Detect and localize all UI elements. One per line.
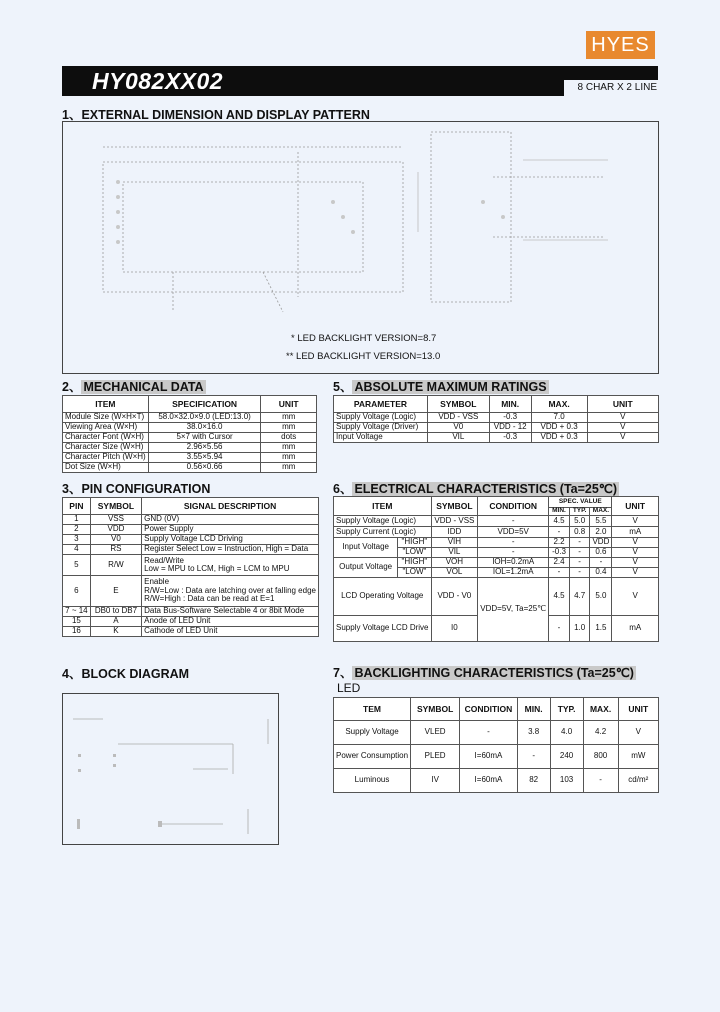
elec-symbol-cell: VOL <box>431 568 478 578</box>
elec-unit-cell: mA <box>612 527 659 538</box>
mech-unit-cell: dots <box>261 433 317 443</box>
table-row <box>334 423 659 433</box>
absmax-parameter-cell: Supply Voltage (Logic) <box>334 413 428 423</box>
elec-typ-cell: - <box>569 538 590 548</box>
pin-number-cell: 1 <box>63 515 91 525</box>
mech-item-cell: Viewing Area (W×H) <box>63 423 149 433</box>
mech-item-cell: Character Pitch (W×H) <box>63 453 149 463</box>
backlight-type-label: LED <box>337 681 361 695</box>
mech-item-cell: Character Size (W×H) <box>63 443 149 453</box>
bl-item-cell: Luminous <box>334 769 411 793</box>
elec-unit-cell: V <box>612 548 659 558</box>
elec-min-cell: - <box>549 568 570 578</box>
elec-max-cell: 0.6 <box>590 548 612 558</box>
section-6-title: ELECTRICAL CHARACTERISTICS (Ta=25℃) <box>354 482 618 496</box>
mechanical-data-table <box>62 395 317 473</box>
elec-min-cell: 4.5 <box>549 516 570 527</box>
pin-symbol-cell: R/W <box>90 555 141 576</box>
elec-symbol-cell: IDD <box>431 527 478 538</box>
elec-max-cell: 2.0 <box>590 527 612 538</box>
led-note-1: * LED BACKLIGHT VERSION=8.7 <box>291 333 437 344</box>
elec-header-typ: TYP. <box>569 508 590 516</box>
bl-typ-cell: 240 <box>550 745 583 769</box>
table-row <box>334 721 659 745</box>
elec-item-cell: Supply Voltage (Logic) <box>334 516 432 527</box>
elec-subitem-cell: "LOW" <box>398 568 431 578</box>
bl-unit-cell: mW <box>618 745 658 769</box>
section-7-number: 7、 <box>333 666 353 680</box>
elec-header-spec-value: SPEC. VALUE <box>549 497 612 508</box>
elec-subitem-cell: "LOW" <box>398 548 431 558</box>
elec-condition-cell: IOH=0.2mA <box>478 558 549 568</box>
elec-max-cell: - <box>590 558 612 568</box>
table-row <box>63 413 317 423</box>
block-diagram-box <box>62 693 279 845</box>
mech-unit-cell: mm <box>261 413 317 423</box>
elec-item-cell: Supply Current (Logic) <box>334 527 432 538</box>
absmax-min-cell: -0.3 <box>489 413 531 423</box>
pin-symbol-cell: RS <box>90 545 141 555</box>
absmax-header-symbol: SYMBOL <box>427 396 489 413</box>
mech-spec-cell: 5×7 with Cursor <box>148 433 261 443</box>
bl-unit-cell: V <box>618 721 658 745</box>
bl-header-typ: TYP. <box>550 698 583 721</box>
elec-max-cell: 1.5 <box>590 616 612 642</box>
bl-item-cell: Supply Voltage <box>334 721 411 745</box>
section-4-heading: 4、BLOCK DIAGRAM <box>62 667 190 681</box>
mech-unit-cell: mm <box>261 423 317 433</box>
section-2-title: MECHANICAL DATA <box>83 380 204 394</box>
table-row <box>334 413 659 423</box>
absmax-parameter-cell: Input Voltage <box>334 433 428 443</box>
elec-symbol-cell: VIL <box>431 548 478 558</box>
table-row <box>63 576 319 607</box>
elec-symbol-cell: VOH <box>431 558 478 568</box>
elec-subitem-cell: "HIGH" <box>398 538 431 548</box>
mech-spec-cell: 0.56×0.66 <box>148 463 261 473</box>
elec-max-cell: 5.5 <box>590 516 612 527</box>
table-row <box>63 453 317 463</box>
section-5-heading <box>333 377 549 395</box>
pin-symbol-cell: V0 <box>90 535 141 545</box>
brand-logo: HYES <box>586 31 655 59</box>
mech-header-spec: SPECIFICATION <box>148 396 261 413</box>
bl-condition-cell: I=60mA <box>460 769 517 793</box>
model-number: HY082XX02 <box>92 68 224 94</box>
title-bar <box>62 66 658 96</box>
absmax-symbol-cell: V0 <box>427 423 489 433</box>
absmax-header-parameter: PARAMETER <box>334 396 428 413</box>
mech-item-cell: Dot Size (W×H) <box>63 463 149 473</box>
bl-min-cell: 3.8 <box>517 721 550 745</box>
pin-description-cell: Data Bus-Software Selectable 4 or 8bit Mode <box>142 607 319 617</box>
absmax-header-min: MIN. <box>489 396 531 413</box>
section-3-heading: 3、PIN CONFIGURATION <box>62 482 211 496</box>
bl-min-cell: 82 <box>517 769 550 793</box>
elec-typ-cell: - <box>569 548 590 558</box>
mech-unit-cell: mm <box>261 463 317 473</box>
table-row <box>334 745 659 769</box>
mech-spec-cell: 38.0×16.0 <box>148 423 261 433</box>
absmax-parameter-cell: Supply Voltage (Driver) <box>334 423 428 433</box>
section-7-title: BACKLIGHTING CHARACTERISTICS (Ta=25℃) <box>354 666 634 680</box>
pin-number-cell: 5 <box>63 555 91 576</box>
mech-header-unit: UNIT <box>261 396 317 413</box>
table-row <box>63 443 317 453</box>
table-row <box>63 627 319 637</box>
table-row <box>63 535 319 545</box>
elec-header-unit: UNIT <box>612 497 659 516</box>
section-5-title: ABSOLUTE MAXIMUM RATINGS <box>354 380 547 394</box>
elec-item-cell: Output Voltage <box>334 558 398 578</box>
electrical-characteristics-table <box>333 496 659 642</box>
elec-min-cell: 4.5 <box>549 578 570 616</box>
mech-unit-cell: mm <box>261 443 317 453</box>
bl-min-cell: - <box>517 745 550 769</box>
elec-item-cell: LCD Operating Voltage <box>334 578 432 616</box>
pin-symbol-cell: E <box>90 576 141 607</box>
pin-number-cell: 6 <box>63 576 91 607</box>
pin-number-cell: 16 <box>63 627 91 637</box>
elec-max-cell: 5.0 <box>590 578 612 616</box>
table-row <box>63 555 319 576</box>
table-row <box>63 423 317 433</box>
table-row <box>334 516 659 527</box>
pin-header-description: SIGNAL DESCRIPTION <box>142 498 319 515</box>
absmax-max-cell: 7.0 <box>531 413 587 423</box>
bl-header-unit: UNIT <box>618 698 658 721</box>
absmax-max-cell: VDD + 0.3 <box>531 423 587 433</box>
elec-item-cell: Supply Voltage LCD Drive <box>334 616 432 642</box>
elec-typ-cell: 1.0 <box>569 616 590 642</box>
elec-header-item: ITEM <box>334 497 432 516</box>
pin-description-cell: Supply Voltage LCD Driving <box>142 535 319 545</box>
pin-symbol-cell: VDD <box>90 525 141 535</box>
elec-symbol-cell: VIH <box>431 538 478 548</box>
section-2-heading <box>62 377 206 395</box>
table-row <box>63 463 317 473</box>
absmax-unit-cell: V <box>587 433 658 443</box>
section-6-heading <box>333 479 619 497</box>
elec-condition-cell: VDD=5V, Ta=25℃ <box>478 578 549 642</box>
elec-typ-cell: - <box>569 558 590 568</box>
pin-header-pin: PIN <box>63 498 91 515</box>
elec-unit-cell: V <box>612 578 659 616</box>
pin-header-symbol: SYMBOL <box>90 498 141 515</box>
bl-max-cell: - <box>583 769 618 793</box>
table-row <box>63 525 319 535</box>
pin-number-cell: 7 ~ 14 <box>63 607 91 617</box>
absmax-unit-cell: V <box>587 423 658 433</box>
absmax-min-cell: VDD - 12 <box>489 423 531 433</box>
pin-symbol-cell: DB0 to DB7 <box>90 607 141 617</box>
mech-item-cell: Module Size (W×H×T) <box>63 413 149 423</box>
mech-unit-cell: mm <box>261 453 317 463</box>
elec-unit-cell: V <box>612 558 659 568</box>
elec-typ-cell: 0.8 <box>569 527 590 538</box>
pin-description-cell: Register Select Low = Instruction, High = Data <box>142 545 319 555</box>
pin-number-cell: 3 <box>63 535 91 545</box>
elec-unit-cell: mA <box>612 616 659 642</box>
bl-unit-cell: cd/m² <box>618 769 658 793</box>
led-note-2: ** LED BACKLIGHT VERSION=13.0 <box>286 351 441 362</box>
elec-symbol-cell: VDD - VSS <box>431 516 478 527</box>
absmax-unit-cell: V <box>587 413 658 423</box>
elec-max-cell: VDD <box>590 538 612 548</box>
mech-spec-cell: 3.55×5.94 <box>148 453 261 463</box>
elec-symbol-cell: I0 <box>431 616 478 642</box>
bl-header-condition: CONDITION <box>460 698 517 721</box>
elec-min-cell: 2.2 <box>549 538 570 548</box>
bl-typ-cell: 103 <box>550 769 583 793</box>
bl-header-min: MIN. <box>517 698 550 721</box>
elec-unit-cell: V <box>612 538 659 548</box>
absmax-symbol-cell: VDD - VSS <box>427 413 489 423</box>
bl-max-cell: 4.2 <box>583 721 618 745</box>
elec-typ-cell: 5.0 <box>569 516 590 527</box>
elec-header-condition: CONDITION <box>478 497 549 516</box>
absmax-symbol-cell: VIL <box>427 433 489 443</box>
pin-description-cell: GND (0V) <box>142 515 319 525</box>
bl-symbol-cell: IV <box>411 769 460 793</box>
pin-description-cell: Read/Write Low = MPU to LCM, High = LCM to MPU <box>142 555 319 576</box>
absmax-min-cell: -0.3 <box>489 433 531 443</box>
mech-spec-cell: 2.96×5.56 <box>148 443 261 453</box>
table-row <box>63 545 319 555</box>
elec-typ-cell: - <box>569 568 590 578</box>
table-row <box>63 433 317 443</box>
elec-unit-cell: V <box>612 568 659 578</box>
mech-spec-cell: 58.0×32.0×9.0 (LED:13.0) <box>148 413 261 423</box>
elec-unit-cell: V <box>612 516 659 527</box>
elec-subitem-cell: "HIGH" <box>398 558 431 568</box>
table-row <box>63 617 319 627</box>
elec-item-cell: Input Voltage <box>334 538 398 558</box>
pin-configuration-table <box>62 497 319 637</box>
table-row <box>63 607 319 617</box>
backlighting-table <box>333 697 659 793</box>
bl-item-cell: Power Consumption <box>334 745 411 769</box>
bl-header-symbol: SYMBOL <box>411 698 460 721</box>
absolute-maximum-table <box>333 395 659 443</box>
absmax-header-max: MAX. <box>531 396 587 413</box>
pin-symbol-cell: A <box>90 617 141 627</box>
bl-header-item: TEM <box>334 698 411 721</box>
pin-number-cell: 2 <box>63 525 91 535</box>
table-row <box>334 558 659 568</box>
pin-symbol-cell: K <box>90 627 141 637</box>
model-subtitle: 8 CHAR X 2 LINE <box>564 80 658 96</box>
absmax-header-unit: UNIT <box>587 396 658 413</box>
bl-symbol-cell: VLED <box>411 721 460 745</box>
elec-header-min: MIN. <box>549 508 570 516</box>
section-1-heading: 1、EXTERNAL DIMENSION AND DISPLAY PATTERN <box>62 108 370 122</box>
absmax-max-cell: VDD + 0.3 <box>531 433 587 443</box>
mech-header-item: ITEM <box>63 396 149 413</box>
elec-min-cell: - <box>549 527 570 538</box>
mech-item-cell: Character Font (W×H) <box>63 433 149 443</box>
bl-condition-cell: I=60mA <box>460 745 517 769</box>
pin-number-cell: 15 <box>63 617 91 627</box>
section-2-number: 2、 <box>62 380 82 394</box>
table-row <box>334 769 659 793</box>
elec-condition-cell: VDD=5V <box>478 527 549 538</box>
elec-typ-cell: 4.7 <box>569 578 590 616</box>
block-diagram <box>63 694 278 844</box>
elec-header-symbol: SYMBOL <box>431 497 478 516</box>
table-row <box>334 578 659 616</box>
pin-description-cell: Enable R/W=Low : Data are latching over at falling edge R/W=High : Data can be read at E=1 <box>142 576 319 607</box>
bl-symbol-cell: PLED <box>411 745 460 769</box>
pin-description-cell: Power Supply <box>142 525 319 535</box>
bl-typ-cell: 4.0 <box>550 721 583 745</box>
elec-min-cell: -0.3 <box>549 548 570 558</box>
bl-max-cell: 800 <box>583 745 618 769</box>
table-row <box>63 515 319 525</box>
elec-condition-cell: - <box>478 548 549 558</box>
elec-max-cell: 0.4 <box>590 568 612 578</box>
elec-symbol-cell: VDD - V0 <box>431 578 478 616</box>
elec-header-max: MAX. <box>590 508 612 516</box>
section-6-number: 6、 <box>333 482 353 496</box>
pin-description-cell: Cathode of LED Unit <box>142 627 319 637</box>
pin-description-cell: Anode of LED Unit <box>142 617 319 627</box>
elec-condition-cell: - <box>478 516 549 527</box>
bl-header-max: MAX. <box>583 698 618 721</box>
elec-min-cell: - <box>549 616 570 642</box>
elec-condition-cell: IOL=1.2mA <box>478 568 549 578</box>
section-7-heading <box>333 663 636 681</box>
table-row <box>334 527 659 538</box>
elec-condition-cell: - <box>478 538 549 548</box>
section-5-number: 5、 <box>333 380 353 394</box>
pin-symbol-cell: VSS <box>90 515 141 525</box>
elec-min-cell: 2.4 <box>549 558 570 568</box>
table-row <box>334 433 659 443</box>
bl-condition-cell: - <box>460 721 517 745</box>
table-row <box>334 538 659 548</box>
pin-number-cell: 4 <box>63 545 91 555</box>
